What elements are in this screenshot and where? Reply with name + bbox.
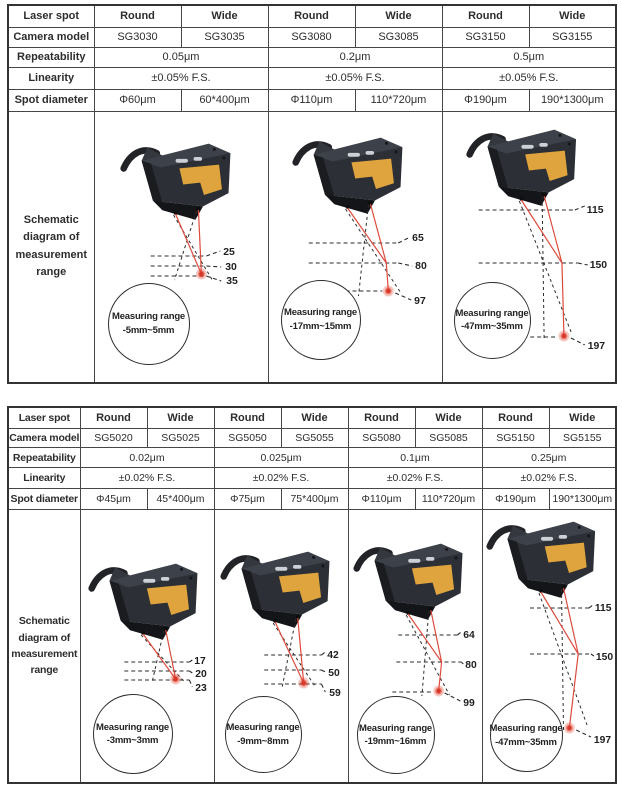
- laser-spot-cell: Wide: [415, 407, 482, 429]
- range-mark: 150: [589, 259, 607, 271]
- camera-model-cell: SG5150: [482, 429, 549, 448]
- linearity-row: [8, 468, 616, 489]
- laser-dot: [558, 330, 569, 341]
- measuring-range-circle: [281, 280, 361, 360]
- camera-model-cell: SG3035: [181, 27, 268, 47]
- laser-spot-cell: Wide: [281, 407, 348, 429]
- linearity-row: [8, 67, 616, 89]
- camera-model-cell: SG3085: [355, 27, 442, 47]
- camera-model-cell: SG5080: [348, 429, 415, 448]
- camera-model-cell: SG3030: [94, 27, 181, 47]
- range-mark: 30: [224, 261, 237, 273]
- laser-sensor-icon: [91, 564, 197, 640]
- laser-spot-cell: Wide: [147, 407, 214, 429]
- range-mark: 23: [194, 682, 207, 695]
- laser-sensor-icon: [489, 522, 594, 598]
- linearity-cell: ±0.05% F.S.: [94, 67, 268, 89]
- range-mark: 50: [327, 667, 340, 680]
- laser-sensor-icon: [223, 552, 329, 628]
- measuring-range-title: Measuring range: [489, 723, 563, 735]
- spec-table-sg3000-series: [7, 4, 617, 384]
- spot-diameter-cell: 190*1300μm: [549, 489, 616, 510]
- measuring-range-value: -17mm~15mm: [289, 320, 352, 332]
- repeatability-cell: 0.25μm: [482, 448, 616, 468]
- measuring-range-title: Measuring range: [95, 721, 170, 733]
- camera-model-cell: SG5155: [549, 429, 616, 448]
- measuring-range-circle: [93, 694, 173, 774]
- range-mark: 17: [193, 655, 206, 668]
- spot-diameter-cell: 60*400μm: [181, 89, 268, 111]
- measuring-range-title: Measuring range: [111, 311, 186, 323]
- measuring-range-circle: [357, 696, 435, 774]
- camera-model-row: [8, 429, 616, 448]
- laser-spot-cell: Round: [214, 407, 281, 429]
- range-mark: 59: [328, 687, 341, 700]
- range-mark: 97: [413, 295, 426, 307]
- laser-spot-cell: Wide: [181, 5, 268, 27]
- row-label-schematic: Schematic diagram of measurement range: [8, 111, 94, 383]
- range-mark: 65: [411, 232, 424, 244]
- spot-diameter-cell: Φ190μm: [482, 489, 549, 510]
- linearity-cell: ±0.05% F.S.: [442, 67, 616, 89]
- range-mark: 197: [587, 340, 605, 352]
- spot-diameter-cell: 45*400μm: [147, 489, 214, 510]
- measuring-range-title: Measuring range: [358, 722, 433, 734]
- measuring-range-circle: [490, 699, 563, 772]
- laser-beam: [347, 204, 388, 291]
- measuring-range-circle: [225, 696, 302, 773]
- camera-model-cell: SG5050: [214, 429, 281, 448]
- linearity-cell: ±0.02% F.S.: [348, 468, 482, 489]
- laser-dot: [195, 268, 206, 279]
- table-gap: [7, 384, 617, 406]
- range-mark: 64: [462, 629, 475, 642]
- row-label-linearity: Linearity: [8, 67, 94, 89]
- spot-diameter-cell: 110*720μm: [355, 89, 442, 111]
- camera-model-cell: SG5025: [147, 429, 214, 448]
- laser-dot: [170, 674, 181, 685]
- repeatability-row: [8, 47, 616, 67]
- spot-diameter-row: [8, 89, 616, 111]
- row-label-spot-diameter: Spot diameter: [8, 89, 94, 111]
- laser-sensor-icon: [469, 129, 575, 205]
- laser-spot-cell: Round: [94, 5, 181, 27]
- row-label-schematic: Schematic diagram of measurement range: [8, 510, 80, 784]
- range-cone-lines: [173, 211, 212, 280]
- repeatability-cell: 0.02μm: [80, 448, 214, 468]
- laser-spot-cell: Round: [348, 407, 415, 429]
- range-dashed-lines: [150, 251, 221, 281]
- range-cone-lines: [345, 205, 400, 296]
- laser-dot: [298, 678, 309, 689]
- range-mark: 150: [595, 651, 613, 664]
- row-label-laser-spot: Laser spot: [8, 407, 80, 429]
- laser-sensor-icon: [356, 544, 462, 620]
- measuring-range-title: Measuring range: [283, 307, 358, 319]
- laser-spot-cell: Round: [80, 407, 147, 429]
- measuring-range-title: Measuring range: [226, 722, 300, 734]
- spot-diameter-cell: 110*720μm: [415, 489, 482, 510]
- row-label-laser-spot: Laser spot: [8, 5, 94, 27]
- laser-spot-row: [8, 407, 616, 429]
- spot-diameter-cell: Φ110μm: [268, 89, 355, 111]
- laser-spot-cell: Wide: [549, 407, 616, 429]
- schematic-cell: [482, 510, 616, 784]
- schematic-cell: [94, 111, 268, 383]
- range-dashed-lines: [124, 660, 192, 687]
- range-mark: 115: [594, 602, 611, 615]
- range-mark: 80: [414, 260, 427, 272]
- row-label-camera-model: Camera model: [8, 27, 94, 47]
- range-mark: 35: [225, 275, 238, 287]
- schematic-row: [8, 111, 616, 383]
- row-label-linearity: Linearity: [8, 468, 80, 489]
- measuring-range-value: -19mm~16mm: [364, 736, 427, 747]
- spot-diameter-cell: Φ190μm: [442, 89, 529, 111]
- camera-model-row: [8, 27, 616, 47]
- laser-beam: [408, 610, 441, 691]
- range-mark: 115: [586, 204, 604, 216]
- row-label-spot-diameter: Spot diameter: [8, 489, 80, 510]
- row-label-repeatability: Repeatability: [8, 47, 94, 67]
- camera-model-cell: SG3080: [268, 27, 355, 47]
- repeatability-cell: 0.025μm: [214, 448, 348, 468]
- camera-model-cell: SG5085: [415, 429, 482, 448]
- range-mark: 80: [464, 659, 477, 672]
- range-dashed-lines: [264, 652, 325, 692]
- range-mark: 20: [194, 668, 207, 681]
- linearity-cell: ±0.02% F.S.: [80, 468, 214, 489]
- spot-diameter-cell: 75*400μm: [281, 489, 348, 510]
- laser-dot: [433, 686, 444, 697]
- measuring-range-value: -47mm~35mm: [495, 736, 557, 748]
- range-cone-lines: [273, 619, 315, 688]
- schematic-cell: [80, 510, 214, 784]
- repeatability-row: [8, 448, 616, 468]
- laser-spot-cell: Round: [268, 5, 355, 27]
- schematic-row: [8, 510, 616, 784]
- spot-diameter-cell: Φ60μm: [94, 89, 181, 111]
- spot-diameter-cell: Φ75μm: [214, 489, 281, 510]
- repeatability-cell: 0.5μm: [442, 47, 616, 67]
- range-mark: 197: [593, 734, 611, 747]
- linearity-cell: ±0.02% F.S.: [482, 468, 616, 489]
- repeatability-cell: 0.05μm: [94, 47, 268, 67]
- schematic-cell: [348, 510, 482, 784]
- laser-dot: [382, 285, 393, 296]
- measuring-range-circle: [454, 282, 531, 359]
- range-mark: 42: [326, 649, 339, 662]
- repeatability-cell: 0.1μm: [348, 448, 482, 468]
- schematic-cell: [214, 510, 348, 784]
- row-label-repeatability: Repeatability: [8, 448, 80, 468]
- measuring-range-value: -5mm~5mm: [122, 324, 175, 336]
- range-mark: 25: [222, 246, 235, 258]
- schematic-cell: [268, 111, 442, 383]
- spot-diameter-cell: Φ110μm: [348, 489, 415, 510]
- range-cone-lines: [406, 611, 449, 696]
- linearity-cell: ±0.02% F.S.: [214, 468, 348, 489]
- laser-sensor-icon: [123, 143, 230, 219]
- measuring-range-title: Measuring range: [455, 307, 529, 319]
- spot-diameter-cell: 190*1300μm: [529, 89, 616, 111]
- measuring-range-circle: [108, 283, 190, 365]
- spec-table-sg5000-series: [7, 406, 617, 785]
- camera-model-cell: SG5055: [281, 429, 348, 448]
- spot-diameter-cell: Φ45μm: [80, 489, 147, 510]
- laser-spot-cell: Wide: [529, 5, 616, 27]
- range-mark: 99: [462, 697, 475, 710]
- laser-spot-row: [8, 5, 616, 27]
- measuring-range-value: -9mm~8mm: [237, 735, 289, 747]
- camera-model-cell: SG5020: [80, 429, 147, 448]
- laser-spot-cell: Round: [442, 5, 529, 27]
- laser-spot-cell: Round: [482, 407, 549, 429]
- linearity-cell: ±0.05% F.S.: [268, 67, 442, 89]
- spot-diameter-row: [8, 489, 616, 510]
- measuring-range-value: -47mm~35mm: [461, 321, 523, 332]
- row-label-camera-model: Camera model: [8, 429, 80, 448]
- laser-spot-cell: Wide: [355, 5, 442, 27]
- laser-dot: [563, 723, 574, 734]
- measuring-range-value: -3mm~3mm: [106, 735, 159, 746]
- laser-sensor-icon: [295, 137, 402, 213]
- camera-model-cell: SG3155: [529, 27, 616, 47]
- schematic-cell: [442, 111, 616, 383]
- camera-model-cell: SG3150: [442, 27, 529, 47]
- repeatability-cell: 0.2μm: [268, 47, 442, 67]
